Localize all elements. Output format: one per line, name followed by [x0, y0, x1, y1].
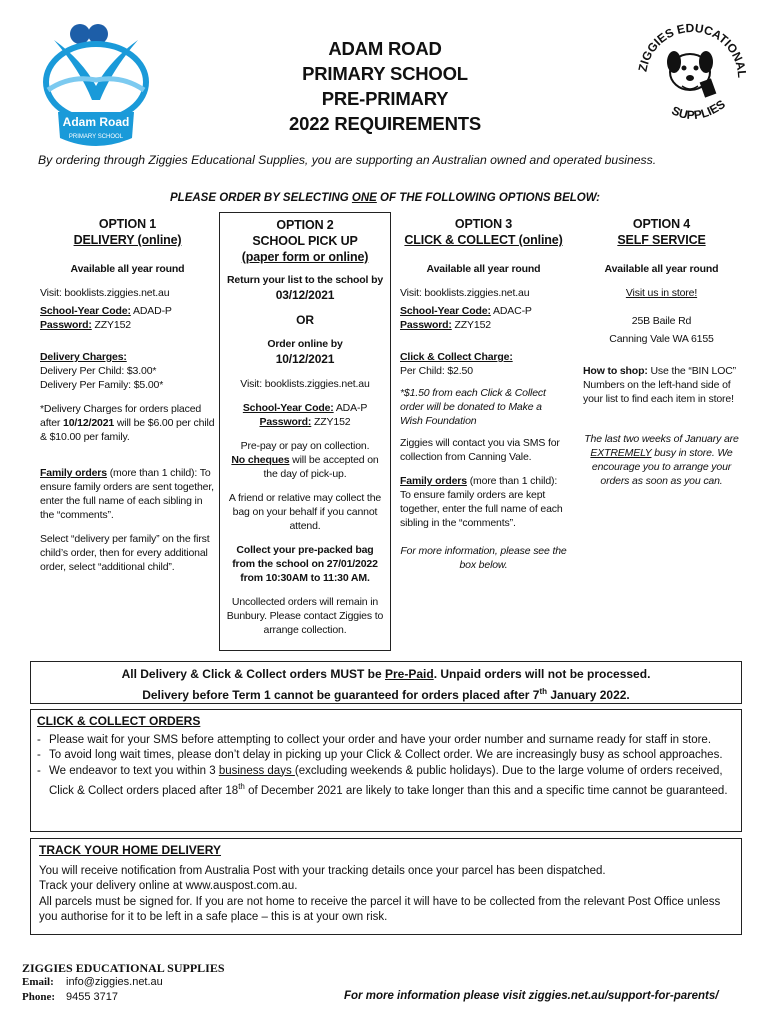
ziggies-logo: [632, 14, 752, 134]
how-to-shop: How to shop: Use the “BIN LOC” Numbers on the left-hand side of your list to find each item in store!: [583, 365, 737, 405]
or-divider: OR: [296, 313, 314, 327]
charges-note: *Delivery Charges for orders placed after 10/12/2021 will be $6.00 per child & $10.00 per family.: [40, 403, 215, 443]
svg-text:ZIGGIES EDUCATIONAL: ZIGGIES EDUCATIONAL: [635, 20, 750, 79]
click-collect-orders: [30, 709, 742, 832]
track-line: You will receive notification from Australia Post with your tracking details once your parcel has been dispatched.: [39, 864, 606, 877]
password: Password: ZZY152: [400, 319, 491, 331]
option-2-school-pickup: [219, 212, 391, 651]
cc-charge-label: Click & Collect Charge:: [400, 351, 513, 363]
school-code: School-Year Code: ADA-P: [242, 402, 368, 414]
option-3-click-collect: [391, 212, 573, 651]
password: Password: ZZY152: [40, 319, 131, 331]
contact-note: Ziggies will contact you via SMS for collection from Canning Vale.: [400, 437, 560, 463]
footer-email: Email: info@ziggies.net.au: [22, 976, 163, 988]
delivery-charges-label: Delivery Charges:: [40, 351, 127, 363]
option-4-title: OPTION 4 SELF SERVICE: [617, 217, 706, 247]
busy-note: The last two weeks of January are EXTREMELY busy in store. We encourage you to arrange your orders as soon as you can.: [584, 433, 739, 487]
option-1-title: OPTION 1 DELIVERY (online): [73, 217, 182, 247]
visit-link[interactable]: Visit: booklists.ziggies.net.au: [240, 378, 370, 390]
charge-per-child: Delivery Per Child: $3.00*: [40, 365, 157, 377]
track-line: All parcels must be signed for. If you are not home to receive the parcel it will have to be collected from the relevant Post Office unless you authorise for it to be left in a safe place – this is at your own risk.: [39, 895, 721, 923]
return-date: 03/12/2021: [275, 288, 335, 302]
list-item: - Please wait for your SMS before attempting to collect your order and have your order number and surname ready for staff in store.: [37, 733, 735, 749]
collect-note: Collect your pre-packed bag from the school on 27/01/2022 from 10:30AM to 11:30 AM.: [232, 544, 378, 584]
options-grid: [36, 212, 742, 651]
footer-phone: Phone: 9455 3717: [22, 991, 118, 1003]
page-title: ADAM ROAD PRIMARY SCHOOL PRE-PRIMARY 2022 REQUIREMENTS: [289, 38, 481, 134]
company-name: ZIGGIES EDUCATIONAL SUPPLIES: [22, 961, 225, 975]
option-4-self-service: [573, 212, 742, 651]
prepay-note: Pre-pay or pay on collection.: [240, 440, 370, 452]
adam-road-logo: [40, 20, 152, 155]
visit-link[interactable]: Visit: booklists.ziggies.net.au: [400, 287, 530, 299]
family-orders: Family orders (more than 1 child): To ensure family orders are kept together, enter the full name of each sibling in the “comments”.: [400, 475, 563, 529]
option-2-title: OPTION 2 SCHOOL PICK UP (paper form or online): [241, 218, 369, 264]
address-line-2: Canning Vale WA 6155: [609, 333, 714, 345]
section-heading: TRACK YOUR HOME DELIVERY: [39, 843, 222, 857]
cc-charge: Per Child: $2.50: [400, 365, 473, 377]
friend-note: A friend or relative may collect the bag on your behalf if you cannot attend.: [228, 492, 382, 532]
section-heading: CLICK & COLLECT ORDERS: [37, 714, 201, 728]
svg-text:PRIMARY SCHOOL: PRIMARY SCHOOL: [68, 134, 124, 140]
more-info-link[interactable]: For more information please visit ziggies.net.au/support-for-parents/: [344, 990, 719, 1002]
order-instruction: PLEASE ORDER BY SELECTING ONE OF THE FOLLOWING OPTIONS BELOW:: [170, 192, 600, 204]
list-item: - We endeavor to text you within 3 business days (excluding weekends & public holidays). Due to the large volume of orders received, Click & Collect orders placed after 18th of December 2021 are likely to take longer than this and a specific time cannot be guaranteed.: [37, 764, 735, 800]
cc-list: [37, 733, 735, 800]
svg-text:Adam Road: Adam Road: [62, 115, 130, 129]
track-home-delivery: [30, 838, 742, 935]
donation-note: *$1.50 from each Click & Collect order will be donated to Make a Wish Foundation: [400, 387, 546, 427]
family-orders: Family orders (more than 1 child): To ensure family orders are sent together, enter the full name of each sibling in the “comments”.: [40, 467, 214, 521]
uncollected-note: Uncollected orders will remain in Bunbury. Please contact Ziggies to arrange collection.: [226, 596, 384, 636]
visit-link[interactable]: Visit: booklists.ziggies.net.au: [40, 287, 170, 299]
return-text: Return your list to the school by: [226, 274, 384, 286]
more-info-note: For more information, please see the box below.: [400, 545, 567, 571]
address-line-1: 25B Baile Rd: [631, 315, 692, 327]
school-code: School-Year Code: ADAD-P: [40, 305, 172, 317]
email-link[interactable]: info@ziggies.net.au: [66, 976, 163, 988]
option-3-title: OPTION 3 CLICK & COLLECT (online): [404, 217, 563, 247]
password: Password: ZZY152: [259, 416, 351, 428]
svg-text:SUPPLIES: SUPPLIES: [669, 96, 728, 123]
family-select-note: Select “delivery per family” on the first child’s order, then for every additional order, select “additional child”.: [40, 533, 210, 573]
option-1-delivery: [36, 212, 219, 651]
availability: Available all year round: [426, 263, 541, 275]
charge-per-family: Delivery Per Family: $5.00*: [40, 379, 164, 391]
availability: Available all year round: [604, 263, 719, 275]
list-item: - To avoid long wait times, please don’t delay in picking up your Click & Collect order. We are increasingly busy as school approaches.: [37, 748, 735, 764]
online-text: Order online by: [267, 338, 343, 350]
online-date: 10/12/2021: [275, 352, 335, 366]
school-code: School-Year Code: ADAC-P: [400, 305, 532, 317]
track-line: Track your delivery online at www.auspost.com.au.: [39, 880, 298, 892]
prepaid-notice: All Delivery & Click & Collect orders MUST be Pre-Paid. Unpaid orders will not be processed. Delivery before Term 1 cannot be guaranteed for orders placed after 7th January 2022.: [30, 661, 742, 704]
visit-store: Visit us in store!: [625, 287, 698, 299]
availability: Available all year round: [70, 263, 185, 275]
no-cheques-note: No cheques will be accepted on the day of pick-up.: [231, 454, 379, 480]
intro-text: By ordering through Ziggies Educational Supplies, you are supporting an Australian owned and operated business.: [38, 153, 657, 167]
